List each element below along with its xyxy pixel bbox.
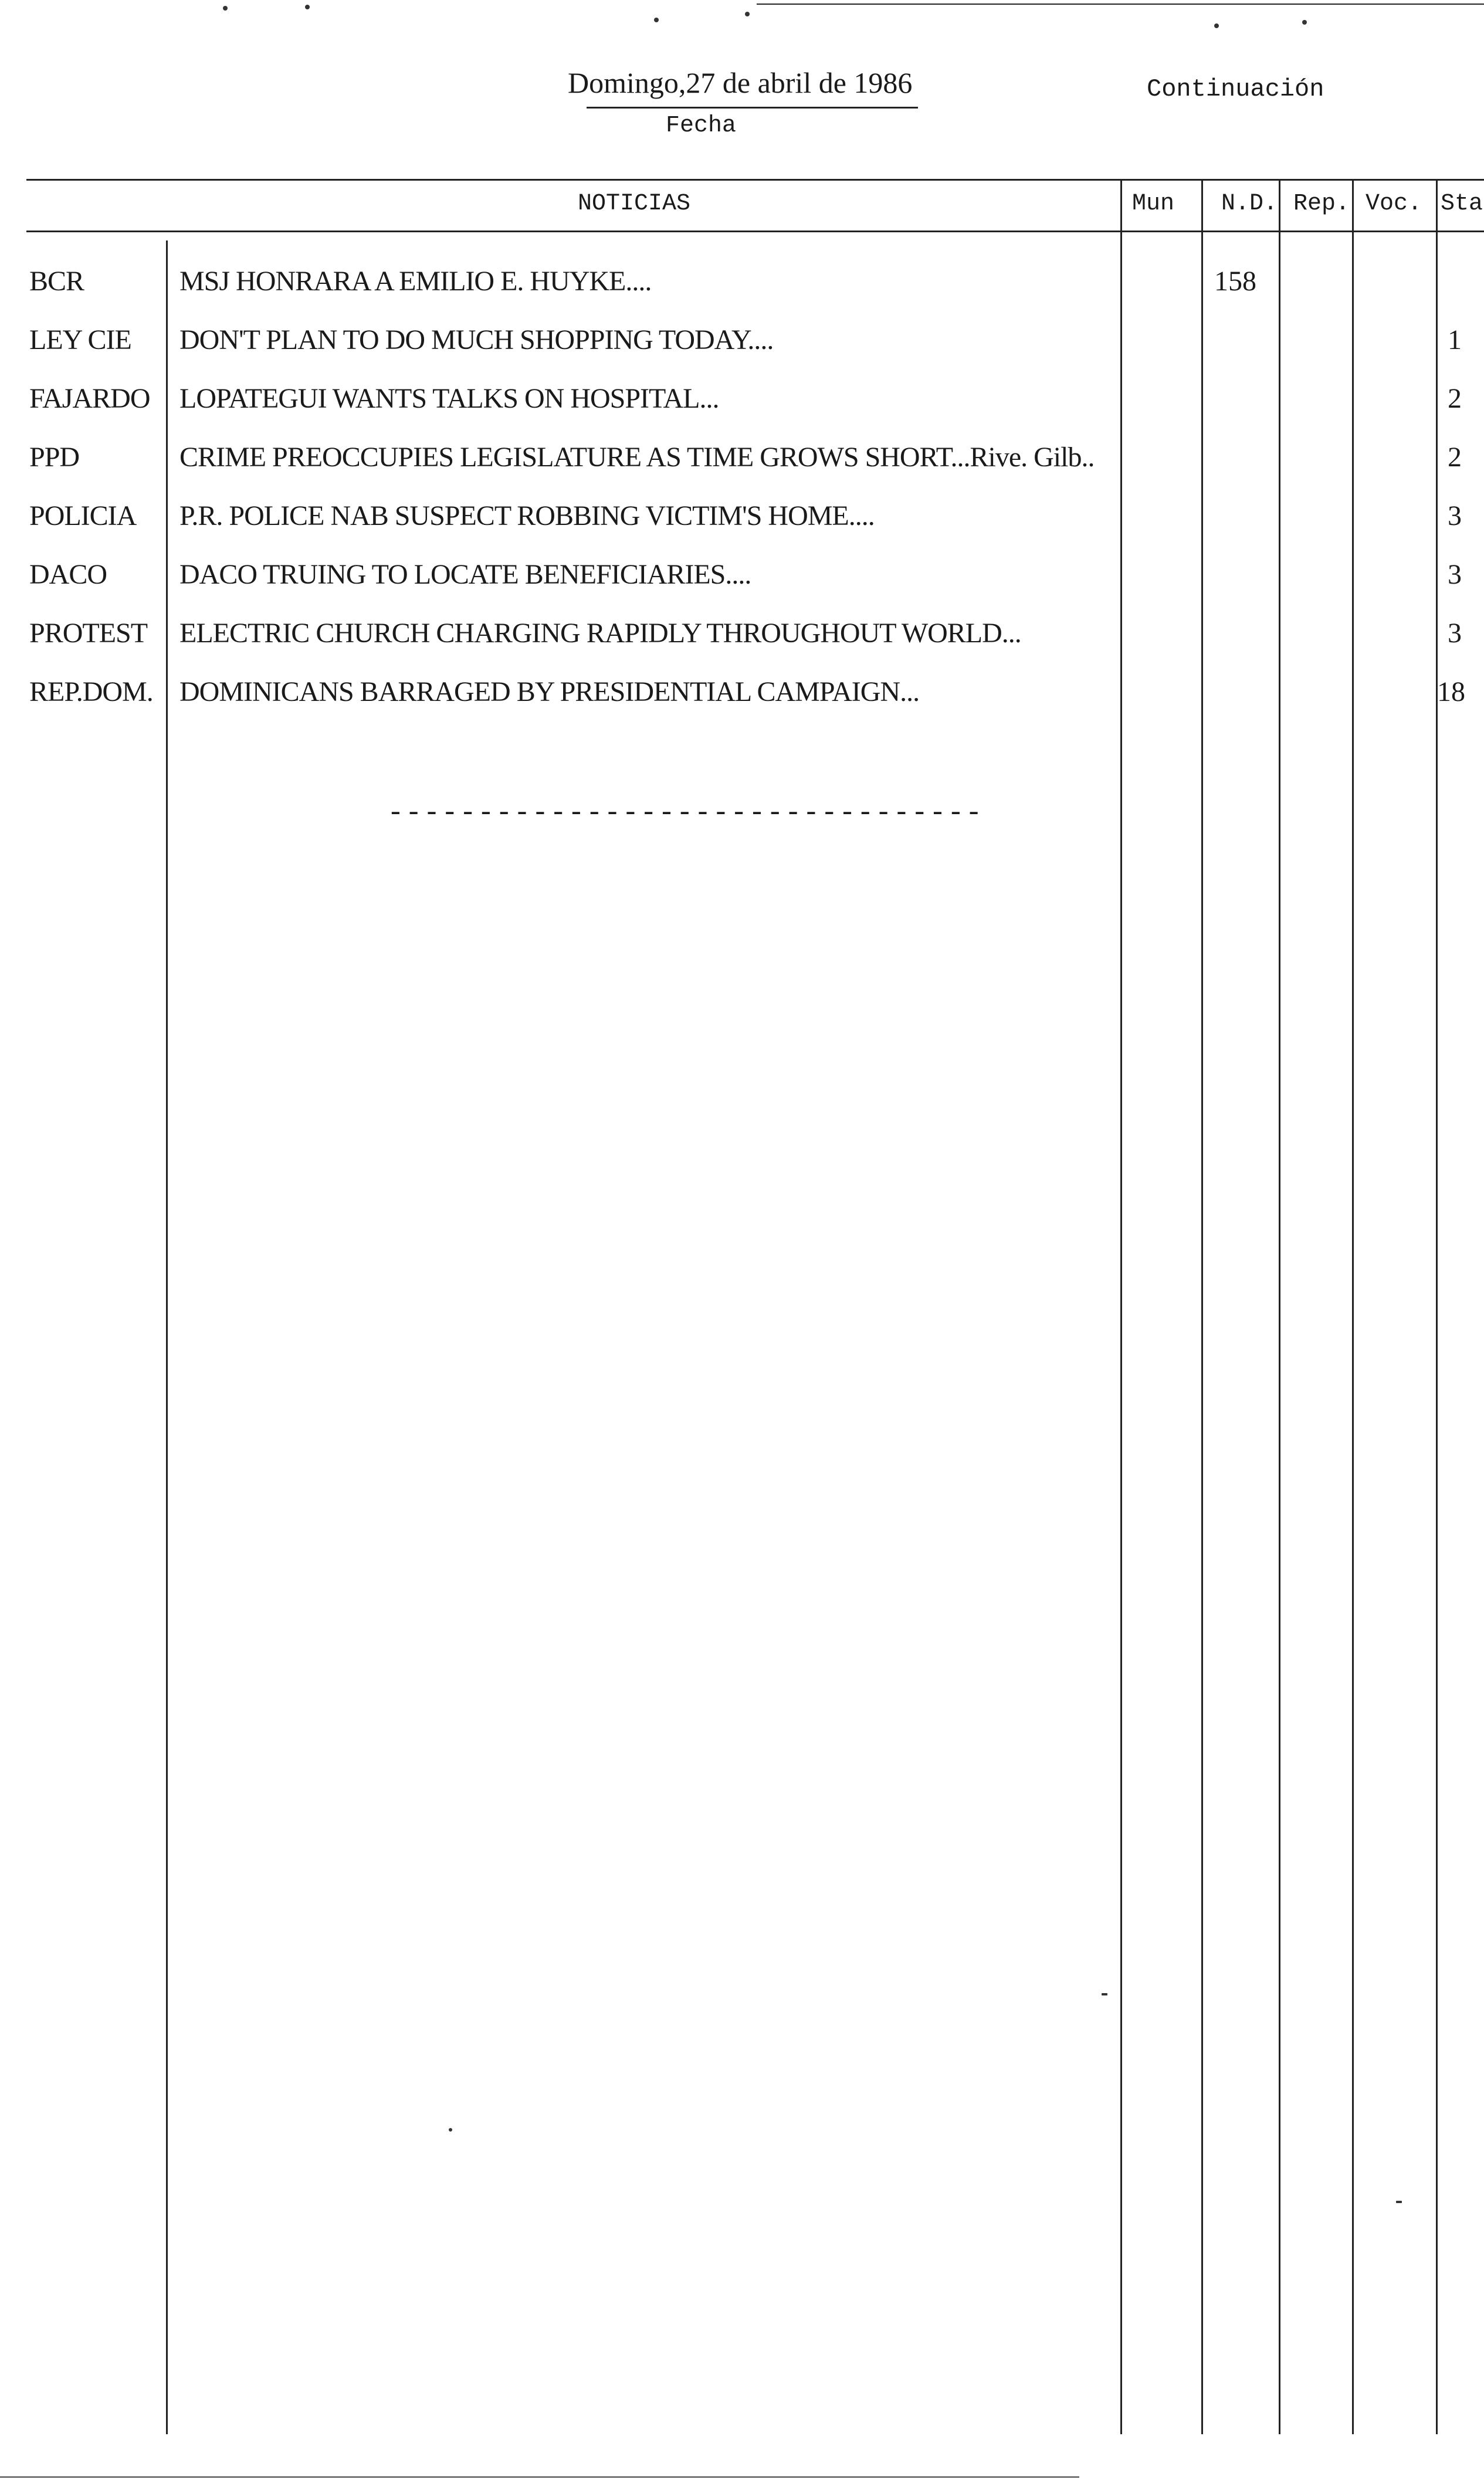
row-sta-value: 3	[1448, 618, 1462, 649]
scan-speck	[223, 6, 228, 11]
page-bottom-rule	[0, 2476, 1079, 2478]
row-nd-value: 158	[1214, 266, 1256, 297]
scan-speck	[1214, 23, 1219, 28]
row-sta-value: 1	[1448, 324, 1462, 355]
column-header-mun: Mun	[1132, 191, 1175, 217]
row-section-code: BCR	[29, 266, 84, 297]
scan-speck	[305, 5, 310, 9]
row-headline: MSJ HONRARA A EMILIO E. HUYKE....	[179, 266, 652, 297]
date-caption: Fecha	[666, 113, 737, 139]
column-header-rep: Rep.	[1293, 191, 1350, 217]
date-underline	[587, 107, 918, 109]
row-section-code: PROTEST	[29, 618, 148, 649]
column-header-noticias: NOTICIAS	[578, 191, 691, 217]
row-section-code: FAJARDO	[29, 383, 150, 414]
row-headline: CRIME PREOCCUPIES LEGISLATURE AS TIME GROWS SHORT...Rive. Gilb..	[179, 442, 1095, 473]
column-header-voc: Voc.	[1366, 191, 1422, 217]
scan-speck	[1302, 20, 1307, 25]
table-top-rule	[26, 179, 1484, 181]
row-section-code: LEY CIE	[29, 324, 131, 355]
row-headline: DON'T PLAN TO DO MUCH SHOPPING TODAY....	[179, 324, 774, 355]
sta-column-divider	[1436, 179, 1438, 2434]
column-header-sta: Sta	[1441, 191, 1483, 217]
top-edge-line	[757, 4, 1484, 5]
row-headline: P.R. POLICE NAB SUSPECT ROBBING VICTIM'S HOME....	[179, 500, 875, 531]
row-sta-value: 2	[1448, 383, 1462, 414]
row-headline: LOPATEGUI WANTS TALKS ON HOSPITAL...	[179, 383, 719, 414]
row-sta-value: 18	[1437, 676, 1465, 707]
row-headline: DACO TRUING TO LOCATE BENEFICIARIES....	[179, 559, 751, 590]
row-section-code: DACO	[29, 559, 107, 590]
row-sta-value: 3	[1448, 559, 1462, 590]
scan-speck	[745, 12, 750, 16]
scan-speck	[449, 2128, 452, 2132]
continuation-label: Continuación	[1147, 75, 1324, 103]
row-sta-value: 3	[1448, 500, 1462, 531]
rep-column-divider	[1279, 179, 1280, 2434]
document-date: Domingo,27 de abril de 1986	[568, 66, 913, 99]
scan-speck	[1396, 2201, 1402, 2203]
code-column-divider	[166, 240, 168, 2434]
scan-speck	[1102, 1993, 1107, 1995]
voc-column-divider	[1352, 179, 1354, 2434]
row-headline: DOMINICANS BARRAGED BY PRESIDENTIAL CAMPAIGN...	[179, 676, 920, 707]
section-separator: ---------------------------------	[387, 798, 984, 829]
row-section-code: REP.DOM.	[29, 676, 153, 707]
mun-column-divider	[1120, 179, 1122, 2434]
nd-column-divider	[1201, 179, 1203, 2434]
scan-speck	[654, 18, 659, 22]
table-header-rule	[26, 231, 1484, 232]
row-sta-value: 2	[1448, 442, 1462, 473]
row-section-code: POLICIA	[29, 500, 137, 531]
row-section-code: PPD	[29, 442, 80, 473]
column-header-nd: N.D.	[1221, 191, 1278, 217]
row-headline: ELECTRIC CHURCH CHARGING RAPIDLY THROUGHOUT WORLD...	[179, 618, 1021, 649]
